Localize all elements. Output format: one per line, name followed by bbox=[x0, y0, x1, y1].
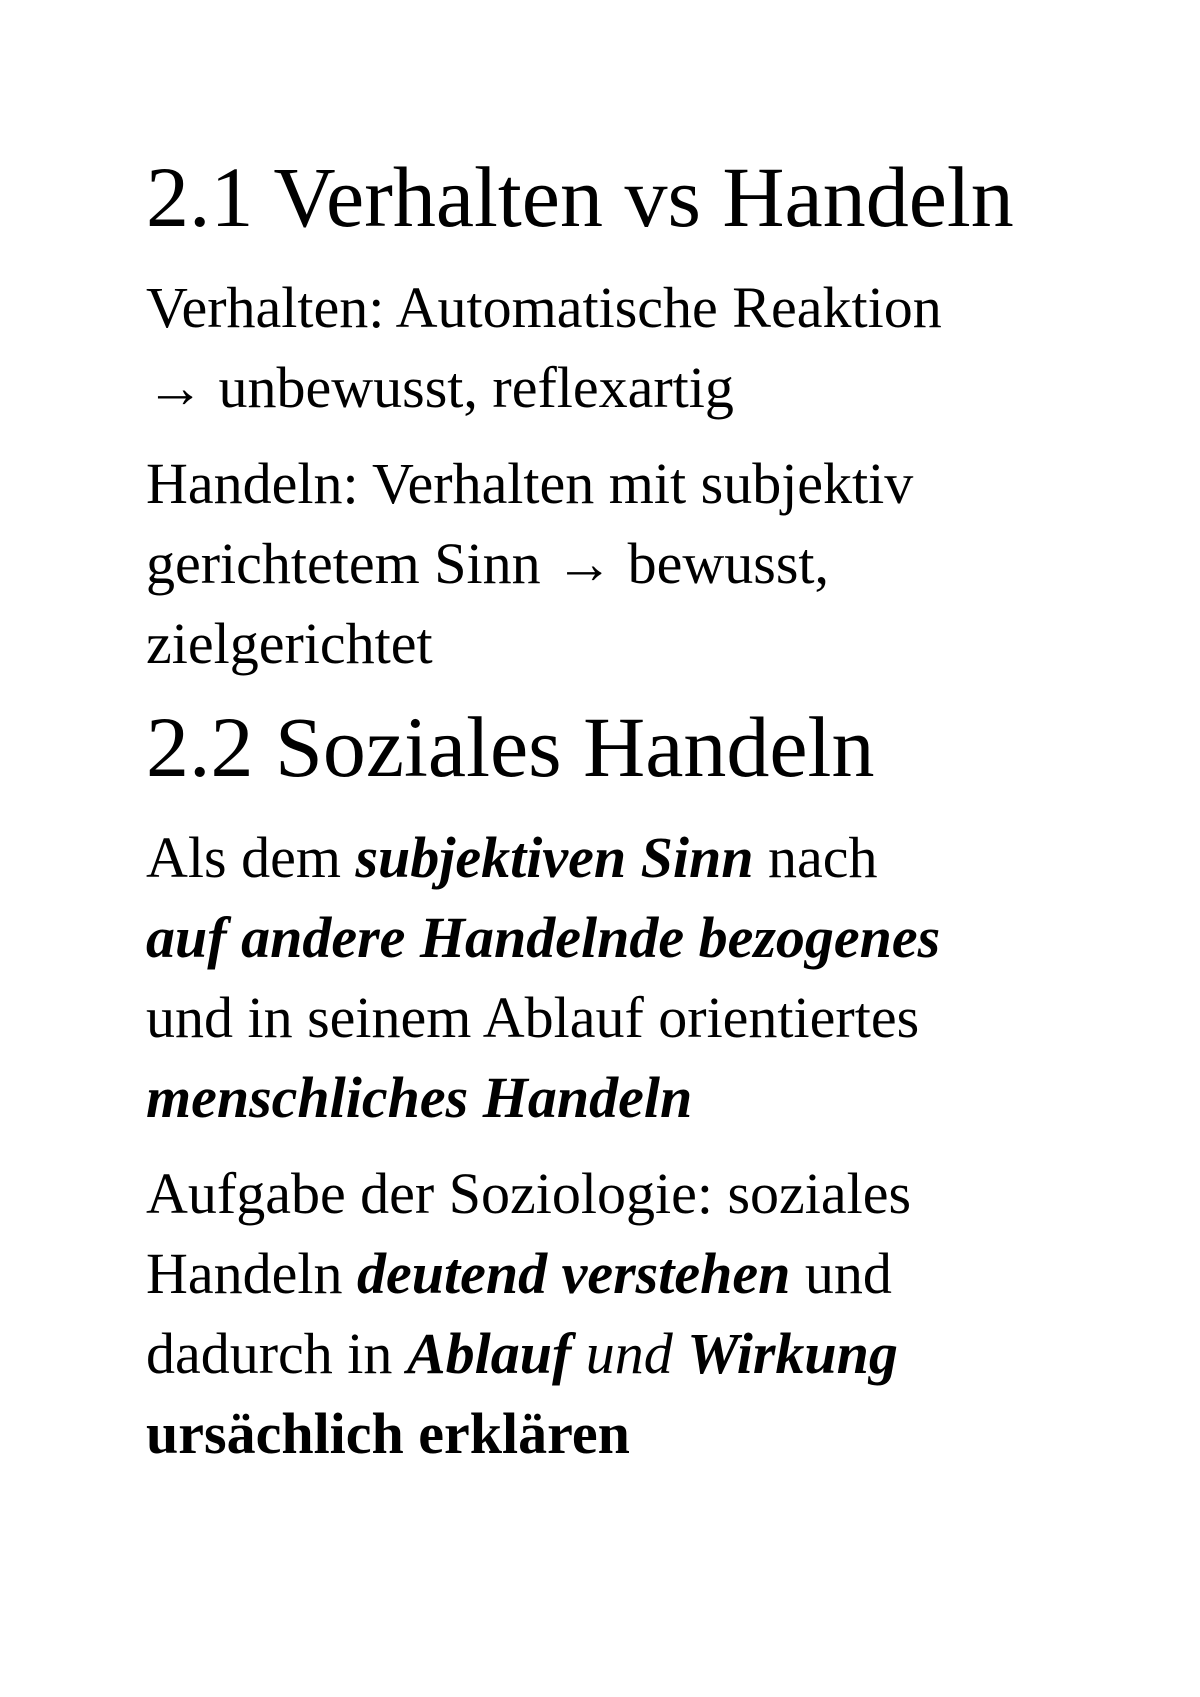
emphasis-und: und bbox=[571, 1321, 688, 1386]
verhalten-line-1: Verhalten: Automatische Reaktion bbox=[146, 275, 942, 340]
definition-soziales-handeln bbox=[146, 818, 1086, 1138]
definition-text: Als dem bbox=[146, 825, 356, 890]
section-heading-verhalten-vs-handeln: 2.1 Verhalten vs Handeln bbox=[146, 149, 1014, 245]
handeln-line-2: gerichtetem Sinn → bewusst, bbox=[146, 531, 830, 596]
aufgabe-text: Aufgabe der Soziologie: soziales bbox=[146, 1161, 912, 1226]
emphasis-ablauf: Ablauf bbox=[406, 1321, 572, 1386]
emphasis-wirkung: Wirkung bbox=[687, 1321, 898, 1386]
section-heading-soziales-handeln: 2.2 Soziales Handeln bbox=[146, 699, 875, 795]
emphasis-ursaechlich-erklaeren: ursächlich erklären bbox=[146, 1401, 630, 1466]
verhalten-line-2: → unbewusst, reflexartig bbox=[146, 355, 734, 420]
aufgabe-text: Handeln bbox=[146, 1241, 357, 1306]
emphasis-menschliches-handeln: menschliches Handeln bbox=[146, 1065, 693, 1130]
aufgabe-text: dadurch in bbox=[146, 1321, 407, 1386]
definition-text: nach bbox=[753, 825, 878, 890]
definition-text: und in seinem Ablauf orientiertes bbox=[146, 985, 920, 1050]
aufgabe-der-soziologie bbox=[146, 1154, 1086, 1474]
definition-verhalten bbox=[146, 268, 1086, 428]
handeln-line-3: zielgerichtet bbox=[146, 611, 433, 676]
aufgabe-text: und bbox=[790, 1241, 892, 1306]
definition-handeln bbox=[146, 444, 1086, 684]
emphasis-subjektiven-sinn: subjektiven Sinn bbox=[355, 825, 754, 890]
handeln-line-1: Handeln: Verhalten mit subjektiv bbox=[146, 451, 914, 516]
document-content bbox=[146, 149, 1086, 1474]
emphasis-auf-andere-handelnde: auf andere Handelnde bezogenes bbox=[146, 905, 941, 970]
emphasis-deutend-verstehen: deutend verstehen bbox=[357, 1241, 791, 1306]
